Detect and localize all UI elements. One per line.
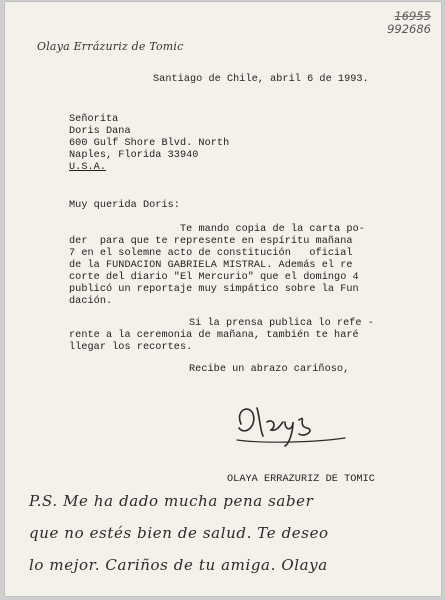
postscript-line: lo mejor. Cariños de tu amiga. Olaya: [29, 556, 328, 574]
paragraph-2-line: Si la prensa publica lo refe -: [189, 318, 374, 329]
paragraph-1-line: corte del diario "El Mercurio" que el domingo 4: [69, 272, 359, 283]
signer-name: OLAYA ERRAZURIZ DE TOMIC: [227, 474, 375, 485]
paragraph-1-line: publicó un reportaje muy simpático sobre la Fun: [69, 284, 359, 295]
recipient-name: Doris Dana: [69, 126, 131, 137]
paragraph-1-line: Te mando copia de la carta po-: [180, 224, 365, 235]
letter-page: [5, 2, 441, 596]
recipient-city: Naples, Florida 33940: [69, 150, 199, 161]
signature-drawing: [227, 394, 367, 452]
recipient-title: Señorita: [69, 114, 119, 125]
recipient-country: U.S.A.: [69, 162, 106, 173]
letterhead: Olaya Errázuriz de Tomic: [37, 40, 184, 53]
closing-line: Recibe un abrazo cariñoso,: [189, 364, 350, 375]
postscript-line: P.S. Me ha dado mucha pena saber: [29, 492, 314, 510]
paragraph-1-line: 7 en el solemne acto de constitución oficial: [69, 248, 353, 259]
signature: [227, 394, 367, 452]
paragraph-2-line: llegar los recortes.: [69, 342, 193, 353]
archive-number-2: 992686: [387, 22, 431, 36]
postscript-line: que no estés bien de salud. Te deseo: [29, 524, 329, 542]
paragraph-1-line: dación.: [69, 296, 113, 307]
salutation: Muy querida Doris:: [69, 200, 180, 211]
date-line: Santiago de Chile, abril 6 de 1993.: [153, 74, 369, 85]
paragraph-1-line: de la FUNDACION GABRIELA MISTRAL. Además el re: [69, 260, 353, 271]
archive-number-1: 16955: [394, 9, 431, 23]
recipient-street: 600 Gulf Shore Blvd. North: [69, 138, 230, 149]
paragraph-1-line: der para que te represente en espíritu mañana: [69, 236, 353, 247]
paragraph-2-line: rente a la ceremonia de mañana, también te haré: [69, 330, 359, 341]
archive-number-stamp: [387, 10, 431, 36]
